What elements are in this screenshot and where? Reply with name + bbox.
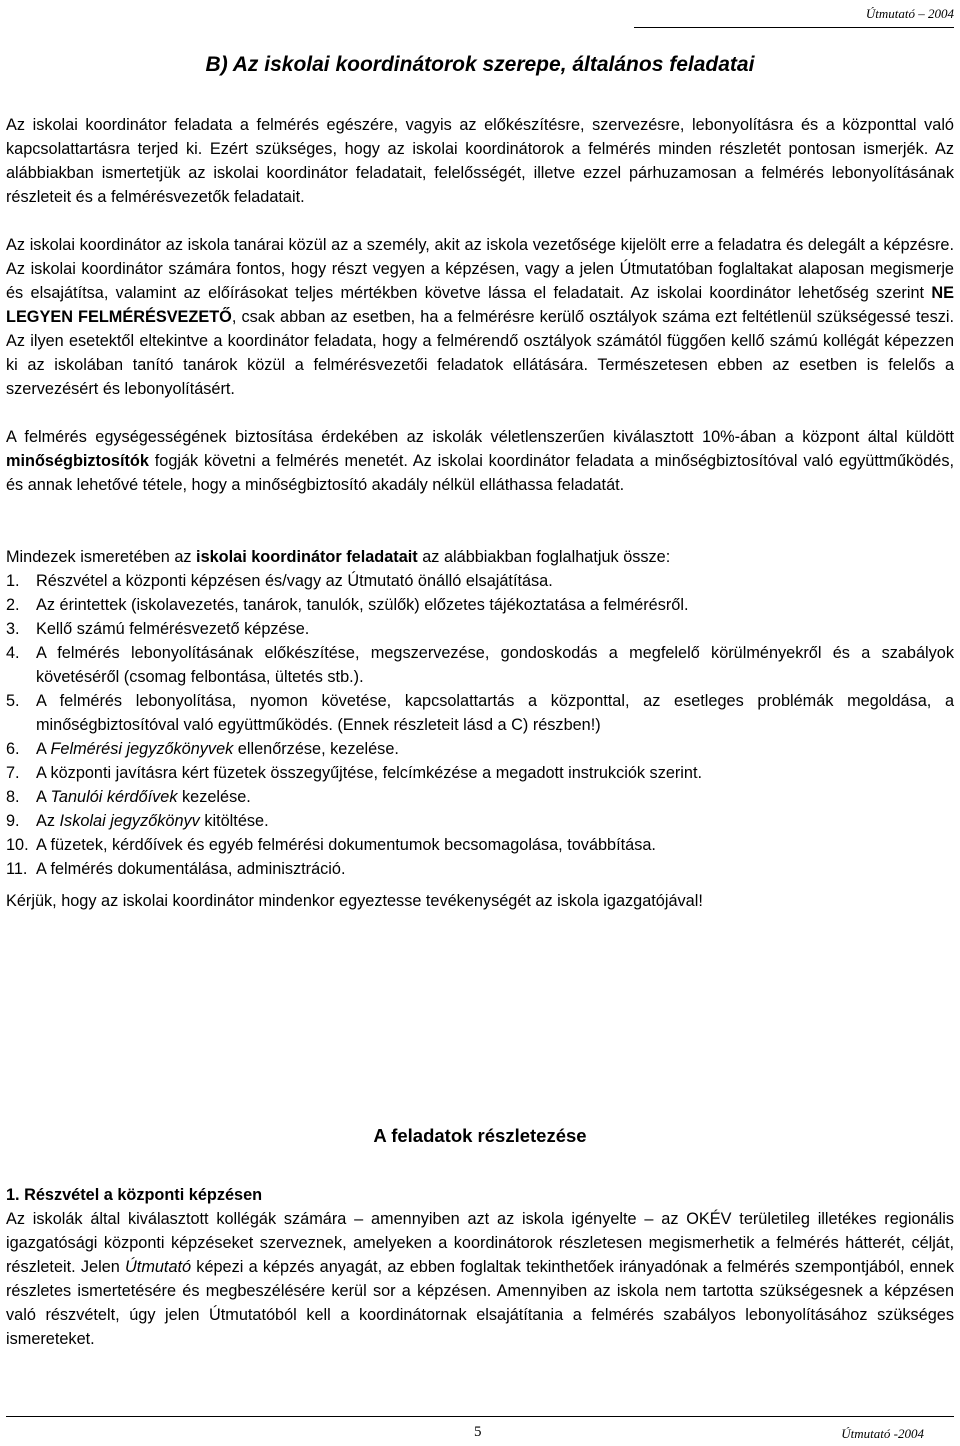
paragraph-3-text-a: A felmérés egységességének biztosítása érdekében az iskolák véletlenszerűen kiválasztott 10%-ában a központ által küldött: [6, 428, 954, 446]
paragraph-3-emphasis: minőségbiztosítók: [6, 452, 149, 470]
list-item: [6, 785, 954, 809]
section-1: [6, 1183, 954, 1351]
list-item: [6, 761, 954, 785]
list-text: A felmérés lebonyolításának előkészítése, megszervezése, gondoskodás a megfelelő körülményekről és a szabályok követéséről (csomag felbontása, ültetés stb.).: [36, 644, 954, 686]
list-text: A felmérés lebonyolítása, nyomon követése, kapcsolattartás a központtal, az esetleges problémák megoldása, a minőségbiztosítóval való együttműködés. (Ennek részleteit lásd a C) részben!): [36, 692, 954, 734]
list-number: 9.: [6, 812, 20, 830]
paragraph-4-text-c: az alábbiakban foglalhatjuk össze:: [417, 548, 671, 566]
section-1-heading: 1. Részvétel a központi képzésen: [6, 1186, 263, 1204]
main-content: [6, 113, 954, 913]
paragraph-3-text-c: fogják követni a felmérés menetét. Az iskolai koordinátor feladata a minőségbiztosítóval való együttműködés, és annak lehetővé tétele, hogy a minőségbiztosító akadály nélkül elláthassa feladatát.: [6, 452, 954, 494]
running-header: Útmutató – 2004: [634, 2, 954, 28]
paragraph-3: [6, 425, 954, 497]
list-text-pre: A: [36, 740, 51, 758]
section-1-text-b: képezi a képzés anyagát, az ebben foglaltak tekinthetőek irányadónak a felmérés szempontjából, ennek részletes ismertetésére és megbeszélésére kerül sor a képzésen. Amennyiben az iskola nem tartotta szükségesnek a képzésen való részvételt, úgy jelen Útmutatóból kell a koordinátornak elsajátítania a felmérés szabályos lebonyolításához szükséges ismereteket.: [6, 1258, 954, 1348]
list-number: 6.: [6, 740, 20, 758]
list-number: 5.: [6, 692, 20, 710]
page-number: 5: [474, 1424, 482, 1440]
list-number: 7.: [6, 764, 20, 782]
list-text-post: kezelése.: [177, 788, 251, 806]
paragraph-4: [6, 545, 954, 569]
list-item: [6, 569, 954, 593]
paragraph-2-text-c: , csak abban az esetben, ha a felmérésre kerülő osztályok száma ezt feltétlenül szükségessé teszi. Az ilyen esetektől eltekintve a koordinátor feladata, hogy a felmérendő osztályok számától függően kellő számú kollégát képezzen ki az iskolában tanító tanárok közül a felmérésvezetői feladatok ellátására. Természetesen ebben az esetben is felelős a szervezésért és lebonyolításért.: [6, 308, 954, 398]
section-title: B) Az iskolai koordinátorok szerepe, általános feladatai: [205, 53, 755, 76]
list-text: Az érintettek (iskolavezetés, tanárok, tanulók, szülők) előzetes tájékoztatása a felmérésről.: [36, 596, 689, 614]
paragraph-2-text-a: Az iskolai koordinátor az iskola tanárai közül az a személy, akit az iskola vezetősége kijelölt erre a feladatra és delegált a képzésre. Az iskolai koordinátor számára fontos, hogy részt vegyen a képzésen, vagy a jelen Útmutatóban foglaltakat alaposan megismerje és elsajátítsa, valamint az előírásokat teljes mértékben követve lássa el feladatait. Az iskolai koordinátor lehetőség szerint: [6, 236, 954, 302]
list-text-post: ellenőrzése, kezelése.: [233, 740, 399, 758]
footer-running-title: Útmutató -2004: [841, 1426, 924, 1441]
section-1-emphasis: Útmutató: [125, 1258, 192, 1276]
list-item: [6, 593, 954, 617]
list-text-pre: A: [36, 788, 51, 806]
footer-divider: [6, 1416, 954, 1417]
list-item: [6, 617, 954, 641]
list-number: 11.: [6, 860, 28, 878]
section-1-body: [6, 1207, 954, 1351]
paragraph-2-emphasis: NE LEGYEN FELMÉRÉSVEZETŐ: [6, 284, 954, 326]
list-item: [6, 833, 954, 857]
subsection-title: A feladatok részletezése: [373, 1125, 587, 1146]
list-text-emphasis: Felmérési jegyzőkönyvek: [50, 740, 234, 758]
list-item: [6, 857, 954, 881]
list-number: 1.: [6, 572, 20, 590]
list-item: [6, 641, 954, 689]
list-text: Kellő számú felmérésvezető képzése.: [36, 620, 310, 638]
list-text-post: kitöltése.: [199, 812, 269, 830]
task-list: [6, 569, 954, 881]
paragraph-2: [6, 233, 954, 401]
list-number: 8.: [6, 788, 20, 806]
list-text-emphasis: Iskolai jegyzőkönyv: [59, 812, 200, 830]
list-text: A füzetek, kérdőívek és egyéb felmérési dokumentumok becsomagolása, továbbítása.: [36, 836, 656, 854]
list-number: 3.: [6, 620, 20, 638]
list-text: A felmérés dokumentálása, adminisztráció.: [36, 860, 346, 878]
list-item: [6, 737, 954, 761]
list-number: 10.: [6, 836, 29, 854]
list-text-pre: Az: [36, 812, 60, 830]
list-number: 4.: [6, 644, 20, 662]
paragraph-4-emphasis: iskolai koordinátor feladatait: [196, 548, 418, 566]
paragraph-1: [6, 113, 954, 209]
list-number: 2.: [6, 596, 20, 614]
paragraph-5: Kérjük, hogy az iskolai koordinátor mindenkor egyeztesse tevékenységét az iskola igazgatójával!: [6, 892, 703, 910]
list-text: A központi javításra kért füzetek összegyűjtése, felcímkézése a megadott instrukciók szerint.: [36, 764, 703, 782]
list-item: [6, 689, 954, 737]
paragraph-1-text: Az iskolai koordinátor feladata a felmérés egészére, vagyis az előkészítésre, szervezésre, lebonyolításra és a központtal való kapcsolattartásra terjed ki. Ezért szükséges, hogy az iskolai koordinátorok a felmérés minden részletét pontosan ismerjék. Az alábbiakban ismertetjük az iskolai koordinátor feladatait, felelősségét, illetve ezzel párhuzamosan a felmérés lebonyolításának részleteit és a felmérésvezetők feladatait.: [6, 116, 954, 206]
list-text: Részvétel a központi képzésen és/vagy az Útmutató önálló elsajátítása.: [36, 572, 553, 590]
list-item: [6, 809, 954, 833]
list-text-emphasis: Tanulói kérdőívek: [50, 788, 178, 806]
paragraph-4-text-a: Mindezek ismeretében az: [6, 548, 197, 566]
section-1-text-a: Az iskolák által kiválasztott kollégák számára – amennyiben azt az iskola igényelte – az OKÉV területileg illetékes regionális igazgatósági központi képzéseket szerveznek, amelyeken a koordinátorok részletesen megismerhetik a felmérés hátterét, célját, részleteit. Jelen: [6, 1210, 954, 1276]
